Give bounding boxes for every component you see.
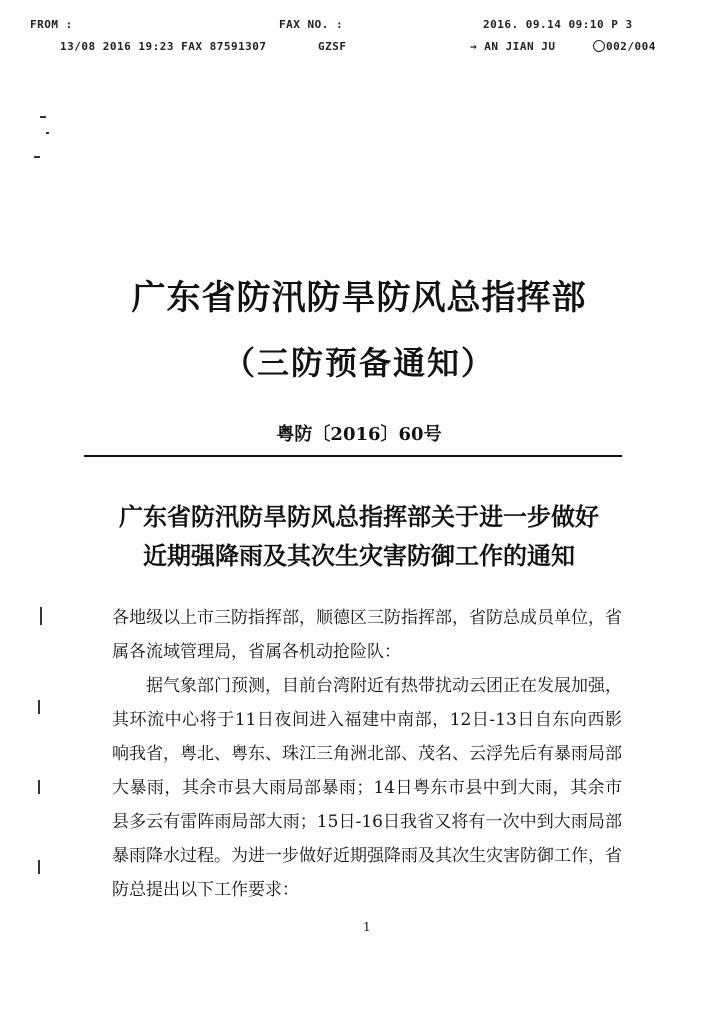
fax-transmission-line: 13/08 2016 19:23 FAX 87591307: [60, 40, 267, 53]
page-number: 1: [363, 920, 371, 934]
scan-speck: [40, 116, 46, 118]
fax-page-icon: [593, 40, 605, 52]
scan-speck: [38, 700, 40, 714]
org-title: 广东省防汛防旱防风总指挥部: [131, 278, 587, 318]
scan-speck: [38, 860, 40, 874]
fax-page-number: 002/004: [606, 40, 656, 53]
fax-recipient-agency: → AN JIAN JU: [470, 40, 556, 53]
scan-speck: [34, 156, 40, 158]
notice-headline-line1: 广东省防汛防旱防风总指挥部关于进一步做好: [119, 502, 599, 531]
fax-page-indicator: [593, 40, 656, 53]
scan-speck: [38, 780, 40, 794]
fax-sender-code: GZSF: [318, 40, 347, 53]
document-number: 粤防〔2016〕60号: [276, 424, 442, 445]
header-divider: [84, 455, 622, 457]
fax-number-label: FAX NO. :: [279, 18, 344, 31]
notice-body: [112, 601, 622, 907]
scan-speck: [46, 132, 49, 134]
addressee-paragraph: 各地级以上市三防指挥部，顺德区三防指挥部，省防总成员单位，省属各流域管理局，省属各机动抢险队：: [112, 608, 622, 662]
document-type: （三防预备通知）: [222, 344, 495, 382]
notice-headline-line2: 近期强降雨及其次生灾害防御工作的通知: [143, 541, 575, 570]
forecast-paragraph: 据气象部门预测，目前台湾附近有热带扰动云团正在发展加强，其环流中心将于11日夜间进入福建中南部，12日-13日自东向西影响我省，粤北、粤东、珠江三角洲北部、茂名、云浮先后有暴雨局部大暴雨，其余市县大雨局部暴雨；14日粤东市县中到大雨，其余市县多云有雷阵雨局部大雨；15日-16日我省又将有一次中到大雨局部暴雨降水过程。为进一步做好近期强降雨及其次生灾害防御工作，省防总提出以下工作要求：: [112, 676, 622, 900]
fax-datetime: 2016. 09.14 09:10 P 3: [483, 18, 633, 31]
scan-speck: [40, 607, 42, 625]
fax-from-label: FROM :: [30, 18, 73, 31]
